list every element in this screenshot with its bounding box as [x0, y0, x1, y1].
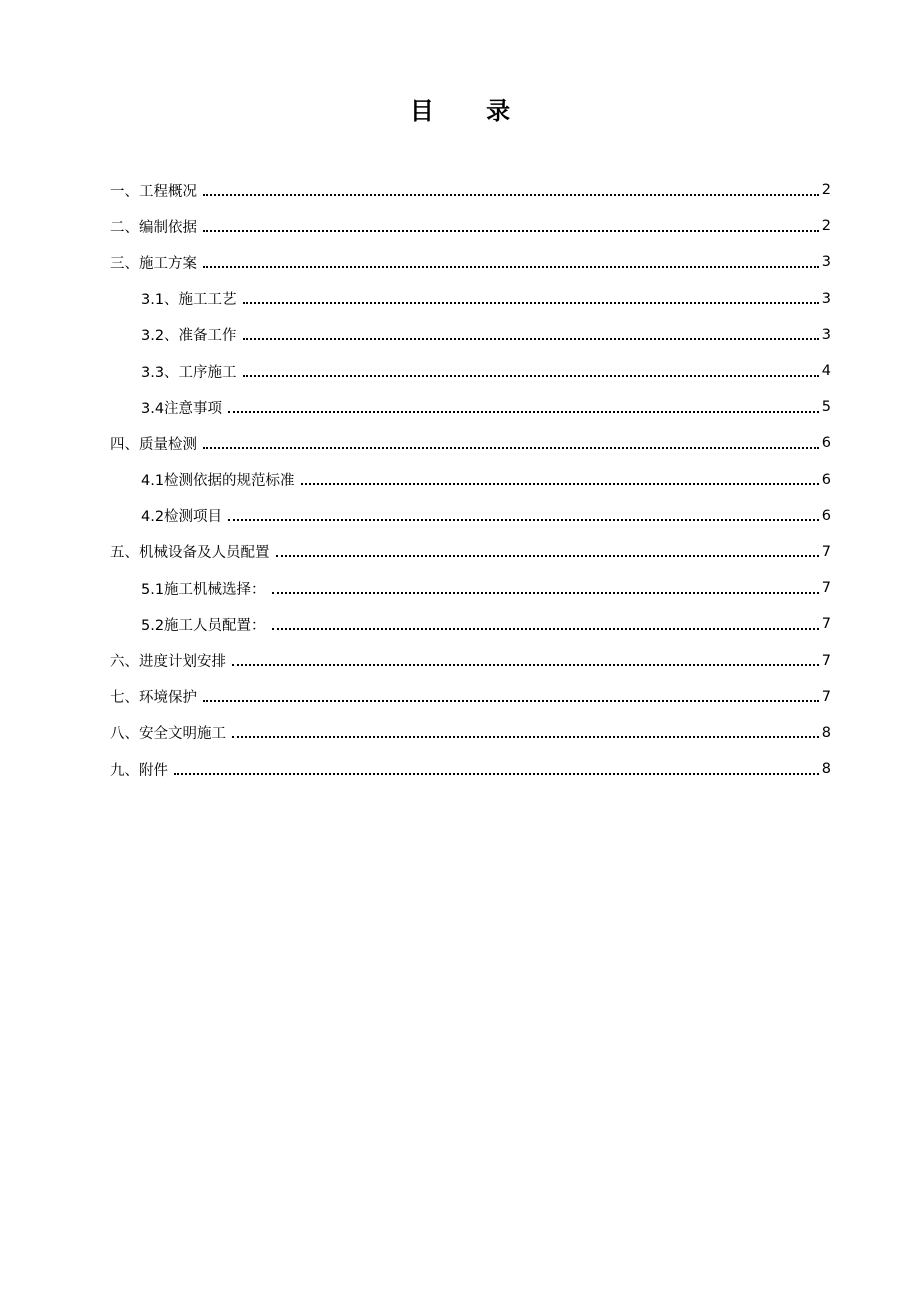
toc-leader-dots — [232, 736, 819, 738]
toc-leader-dots — [272, 592, 819, 594]
toc-leader-dots — [203, 700, 819, 702]
toc-list — [110, 172, 831, 787]
toc-entry-page: 2 — [821, 218, 831, 235]
toc-leader-dots — [272, 628, 819, 630]
toc-leader-dots — [276, 555, 819, 557]
toc-entry-label: 八、安全文明施工 — [110, 726, 226, 743]
toc-entry-label: 5.2施工人员配置： — [141, 617, 266, 634]
toc-entry-label: 四、质量检测 — [110, 436, 197, 453]
toc-leader-dots — [228, 519, 819, 521]
toc-entry-label: 六、进度计划安排 — [110, 654, 226, 671]
toc-entry[interactable] — [110, 570, 831, 606]
toc-entry-page: 3 — [821, 290, 831, 307]
toc-leader-dots — [203, 230, 819, 232]
toc-entry[interactable] — [110, 462, 831, 498]
toc-entry-label: 4.1检测依据的规范标准 — [141, 473, 295, 490]
toc-entry-label: 5.1施工机械选择： — [141, 581, 266, 598]
toc-entry-page: 5 — [821, 399, 831, 416]
toc-entry-label: 七、环境保护 — [110, 690, 197, 707]
toc-entry-label: 3.2、准备工作 — [141, 328, 237, 345]
toc-entry[interactable] — [110, 679, 831, 715]
toc-entry-page: 7 — [821, 616, 831, 633]
toc-entry[interactable] — [110, 317, 831, 353]
toc-leader-dots — [203, 194, 819, 196]
toc-entry-page: 7 — [821, 543, 831, 560]
toc-entry-label: 一、工程概况 — [110, 183, 197, 200]
toc-leader-dots — [203, 266, 819, 268]
toc-entry[interactable] — [110, 425, 831, 461]
toc-leader-dots — [203, 447, 819, 449]
toc-entry-label: 五、机械设备及人员配置 — [110, 545, 270, 562]
toc-entry-page: 4 — [821, 363, 831, 380]
toc-entry-label: 3.1、施工工艺 — [141, 292, 237, 309]
toc-entry-page: 7 — [821, 688, 831, 705]
toc-entry-page: 3 — [821, 326, 831, 343]
toc-entry[interactable] — [110, 715, 831, 751]
toc-entry[interactable] — [110, 751, 831, 787]
toc-leader-dots — [301, 483, 819, 485]
toc-entry[interactable] — [110, 534, 831, 570]
toc-entry[interactable] — [110, 498, 831, 534]
toc-leader-dots — [243, 375, 819, 377]
toc-entry-page: 2 — [821, 182, 831, 199]
toc-entry-label: 4.2检测项目 — [141, 509, 223, 526]
toc-leader-dots — [228, 411, 819, 413]
toc-entry-label: 三、施工方案 — [110, 255, 197, 272]
toc-leader-dots — [243, 338, 819, 340]
toc-entry[interactable] — [110, 389, 831, 425]
toc-entry[interactable] — [110, 606, 831, 642]
toc-entry-page: 6 — [821, 435, 831, 452]
toc-entry-label: 3.3、工序施工 — [141, 364, 237, 381]
toc-entry-label: 九、附件 — [110, 762, 168, 779]
toc-leader-dots — [174, 773, 819, 775]
toc-entry-page: 6 — [821, 471, 831, 488]
toc-entry[interactable] — [110, 244, 831, 280]
toc-leader-dots — [232, 664, 819, 666]
toc-entry[interactable] — [110, 281, 831, 317]
toc-entry-label: 二、编制依据 — [110, 219, 197, 236]
toc-entry-page: 8 — [821, 761, 831, 778]
toc-leader-dots — [243, 302, 819, 304]
toc-entry[interactable] — [110, 208, 831, 244]
toc-entry[interactable] — [110, 172, 831, 208]
toc-entry-page: 3 — [821, 254, 831, 271]
toc-title: 目 录 — [409, 97, 533, 125]
toc-entry-page: 7 — [821, 580, 831, 597]
toc-entry[interactable] — [110, 642, 831, 678]
toc-entry-page: 8 — [821, 724, 831, 741]
toc-entry-label: 3.4注意事项 — [141, 400, 223, 417]
toc-entry-page: 7 — [821, 652, 831, 669]
toc-entry-page: 6 — [821, 507, 831, 524]
toc-entry[interactable] — [110, 353, 831, 389]
